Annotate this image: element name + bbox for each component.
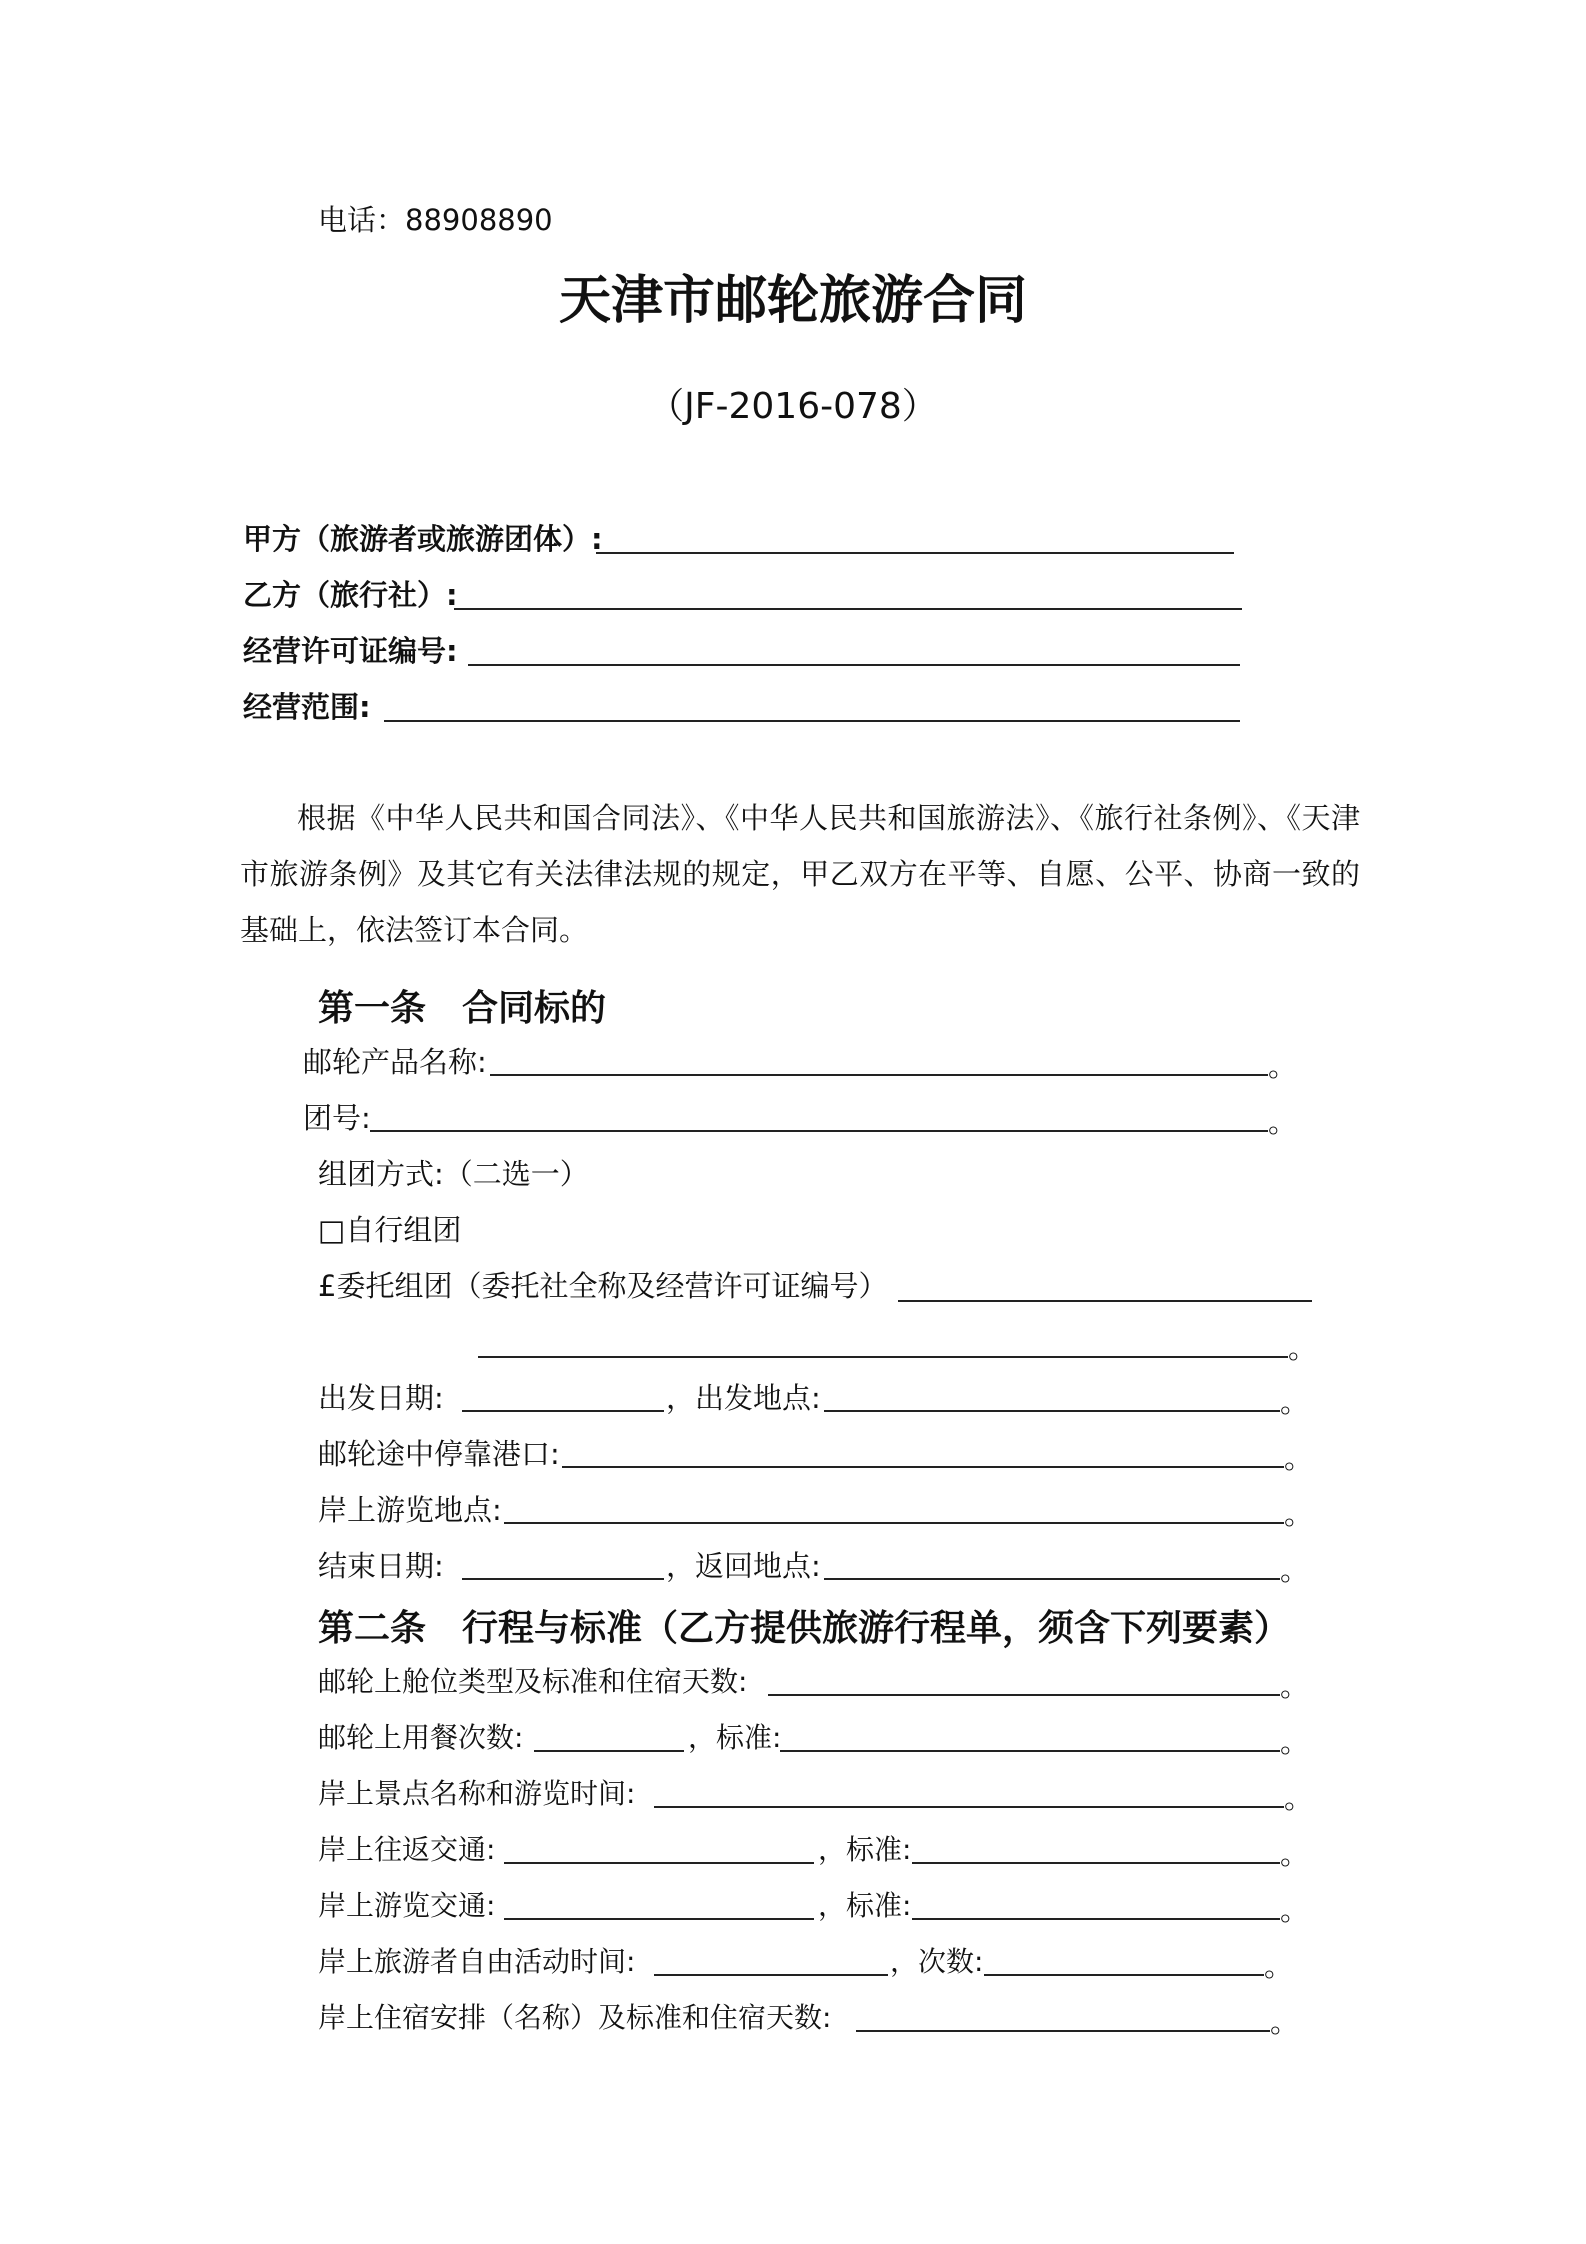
- period: 。: [1280, 1725, 1310, 1759]
- preamble: 根据《中华人民共和国合同法》、《中华人民共和国旅游法》、《旅行社条例》、《天津市旅游条例》及其它有关法律法规的规定，甲乙双方在平等、自愿、公平、协商一致的基础上，依法签订本合同。: [240, 801, 1360, 947]
- meals-field[interactable]: [534, 1750, 684, 1752]
- period: 。: [1268, 1049, 1298, 1083]
- pound-icon[interactable]: £: [318, 1269, 337, 1303]
- tour-transport-standard-label: ，标准:: [818, 1889, 912, 1922]
- shore-sites-field[interactable]: [504, 1522, 1284, 1524]
- return-place-label: ，返回地点:: [666, 1549, 821, 1583]
- free-time-label: 岸上旅游者自由活动时间:: [318, 1945, 636, 1978]
- period: 。: [1284, 1441, 1314, 1475]
- times-label: ，次数:: [890, 1945, 984, 1978]
- shore-transport-field[interactable]: [504, 1862, 814, 1864]
- depart-date-label: 出发日期:: [318, 1381, 444, 1415]
- period: 。: [1270, 2005, 1300, 2039]
- period: 。: [1284, 1497, 1314, 1531]
- group-no-label: 团号:: [303, 1101, 371, 1135]
- period: 。: [1280, 1669, 1310, 1703]
- phone-label: 电话：: [318, 203, 406, 237]
- document-title: 天津市邮轮旅游合同: [558, 271, 1027, 331]
- license-field[interactable]: [468, 664, 1240, 666]
- scenic-field[interactable]: [654, 1806, 1284, 1808]
- option-self[interactable]: [318, 1208, 461, 1249]
- depart-place-label: ，出发地点:: [666, 1381, 821, 1415]
- entrust-field[interactable]: [898, 1300, 1312, 1302]
- scope-label: 经营范围:: [243, 690, 371, 724]
- period: 。: [1280, 1893, 1310, 1927]
- article-1-heading: 第一条 合同标的: [318, 988, 607, 1029]
- meals-standard-field[interactable]: [780, 1750, 1280, 1752]
- lodging-field[interactable]: [856, 2030, 1270, 2032]
- shore-sites-label: 岸上游览地点:: [318, 1493, 502, 1527]
- shore-transport-label: 岸上往返交通:: [318, 1833, 496, 1866]
- article-2-heading: 第二条 行程与标准（乙方提供旅游行程单，须含下列要素）: [318, 1608, 1291, 1649]
- entrust-field-2[interactable]: [478, 1356, 1288, 1358]
- cabin-label: 邮轮上舱位类型及标准和住宿天数:: [318, 1665, 748, 1698]
- tour-transport-field[interactable]: [504, 1918, 814, 1920]
- end-date-label: 结束日期:: [318, 1549, 444, 1583]
- license-label: 经营许可证编号:: [243, 634, 458, 668]
- party-b-label: 乙方（旅行社）:: [243, 578, 458, 612]
- tour-transport-label: 岸上游览交通:: [318, 1889, 496, 1922]
- free-time-field[interactable]: [654, 1974, 888, 1976]
- return-place-field[interactable]: [824, 1578, 1280, 1580]
- depart-date-field[interactable]: [462, 1410, 664, 1412]
- cabin-field[interactable]: [768, 1694, 1280, 1696]
- checkbox-icon[interactable]: □: [318, 1213, 346, 1247]
- party-a-label: 甲方（旅游者或旅游团体）:: [243, 522, 603, 556]
- period: 。: [1280, 1837, 1310, 1871]
- phone-value: 88908890: [405, 203, 553, 237]
- group-no-field[interactable]: [370, 1130, 1268, 1132]
- period: 。: [1268, 1105, 1298, 1139]
- mode-label: 组团方式:（二选一）: [318, 1157, 589, 1191]
- party-b-field[interactable]: [454, 608, 1242, 610]
- product-name-label: 邮轮产品名称:: [303, 1045, 487, 1079]
- ports-label: 邮轮途中停靠港口:: [318, 1437, 560, 1471]
- option-self-label: 自行组团: [345, 1213, 462, 1247]
- contract-code: （JF-2016-078）: [648, 386, 938, 427]
- period: 。: [1284, 1781, 1314, 1815]
- times-field[interactable]: [984, 1974, 1264, 1976]
- end-date-field[interactable]: [462, 1578, 664, 1580]
- period: 。: [1288, 1331, 1318, 1365]
- scope-field[interactable]: [384, 720, 1240, 722]
- phone-line: [318, 198, 553, 239]
- tour-transport-standard-field[interactable]: [912, 1918, 1280, 1920]
- meals-standard-label: ，标准:: [688, 1721, 782, 1754]
- period: 。: [1280, 1385, 1310, 1419]
- meals-label: 邮轮上用餐次数:: [318, 1721, 524, 1754]
- ports-field[interactable]: [562, 1466, 1284, 1468]
- period: 。: [1264, 1949, 1294, 1983]
- lodging-label: 岸上住宿安排（名称）及标准和住宿天数:: [318, 2001, 832, 2034]
- party-a-field[interactable]: [596, 552, 1234, 554]
- product-name-field[interactable]: [490, 1074, 1268, 1076]
- option-entrust[interactable]: [318, 1264, 887, 1305]
- option-entrust-label: 委托组团（委托社全称及经营许可证编号）: [336, 1269, 888, 1303]
- period: 。: [1280, 1553, 1310, 1587]
- scenic-label: 岸上景点名称和游览时间:: [318, 1777, 636, 1810]
- depart-place-field[interactable]: [824, 1410, 1280, 1412]
- shore-transport-standard-field[interactable]: [912, 1862, 1280, 1864]
- shore-transport-standard-label: ，标准:: [818, 1833, 912, 1866]
